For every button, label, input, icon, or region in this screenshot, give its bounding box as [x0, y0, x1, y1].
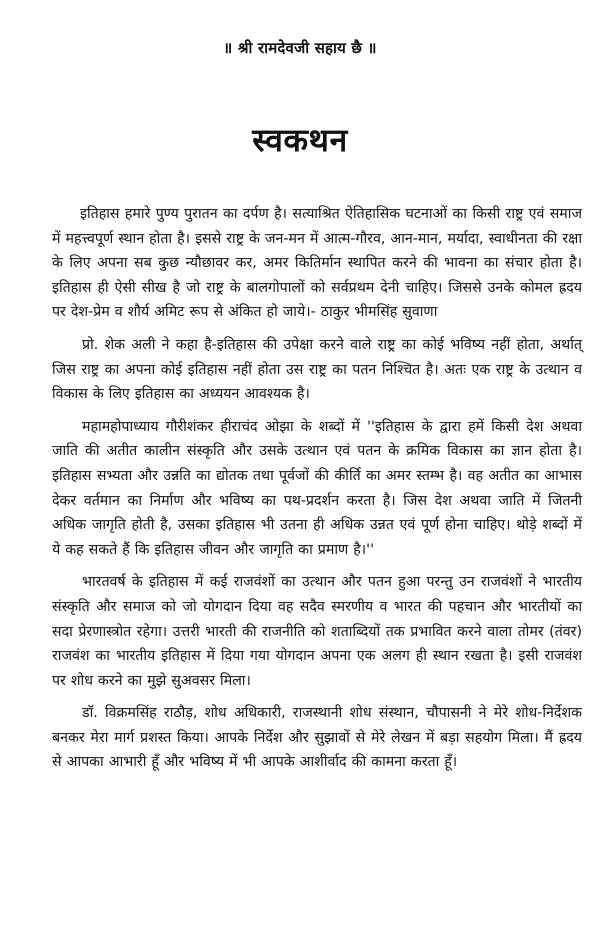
paragraph: महामहोपाध्याय गौरीशंकर हीराचंद ओझा के शब्दों में ''इतिहास के द्वारा हमें किसी देश अथवा जाति की अतीत कालीन संस्कृति और उसके उत्थान एवं पतन के क्रमिक विकास का ज्ञान होता है। इतिहास सभ्यता और उन्नति का द्योतक तथा पूर्वजों की कीर्ति का अमर स्तम्भ है। वह अतीत का आभास देकर वर्तमान का निर्माण और भविष्य का पथ-प्रदर्शन करता है। जिस देश अथवा जाति में जितनी अधिक जागृति होती है, उसका इतिहास भी उतना ही अधिक उन्नत एवं पूर्ण होना चाहिए। थोड़े शब्दों में ये कह सकते हैं कि इतिहास जीवन और जागृति का प्रमाण है।'': [52, 418, 582, 558]
paragraph: इतिहास हमारे पुण्य पुरातन का दर्पण है। सत्याश्रित ऐतिहासिक घटनाओं का किसी राष्ट्र एवं समाज में महत्त्वपूर्ण स्थान होता है। इससे राष्ट्र के जन-मन में आत्म-गौरव, आन-मान, मर्यादा, स्वाधीनता की रक्षा के लिए अपना सब कुछ न्यौछावर कर, अमर कितिर्मान स्थापित करने की भावना का संचार होता है। इतिहास ही ऐसी सीख है जो राष्ट्र के बालगोपालों को सर्वप्रथम देनी चाहिए। जिससे उनके कोमल ह्रदय पर देश-प्रेम व शौर्य अमिट रूप से अंकित हो जाये।- ठाकुर भीमसिंह सुवाणा: [52, 206, 582, 321]
body-text: [52, 202, 582, 783]
invocation-line: ॥ श्री रामदेवजी सहाय छै ॥: [223, 39, 377, 57]
paragraph: भारतवर्ष के इतिहास में कई राजवंशों का उत्थान और पतन हुआ परन्तु उन राजवंशों ने भारतीय संस्कृति और समाज को जो योगदान दिया वह सदैव स्मरणीय व भारत की पहचान और भारतीयों का सदा प्रेरणास्त्रोत रहेगा। उत्तरी भारती की राजनीति को शताब्दियों तक प्रभावित करने वाला तोमर (तंवर) राजवंश का भारतीय इतिहास में दिया गया योगदान अपना एक अलग ही स्थान रखता है। इसी राजवंश पर शोध करने का मुझे सुअवसर मिला।: [52, 574, 582, 689]
paragraph: डॉ. विक्रमसिंह राठौड़, शोध अधिकारी, राजस्थानी शोध संस्थान, चौपासनी ने मेरे शोध-निर्देशक बनकर मेरा मार्ग प्रशस्त किया। आपके निर्देश और सुझावों से मेरे लेखन में बड़ा सहयोग मिला। मैं ह्रदय से आपका आभारी हूँ और भविष्य में भी आपके आशीर्वाद की कामना करता हूँ।: [52, 705, 582, 771]
paragraph: प्रो. शेक अली ने कहा है-इतिहास की उपेक्षा करने वाले राष्ट्र का कोई भविष्य नहीं होता, अर्थात् जिस राष्ट्र का अपना कोई इतिहास नहीं होता उस राष्ट्र का पतन निश्चित है। अतः एक राष्ट्र के उत्थान व विकास के लिए इतिहास का अध्ययन आवश्यक है।: [52, 336, 582, 403]
page-title: स्वकथन: [252, 121, 348, 159]
